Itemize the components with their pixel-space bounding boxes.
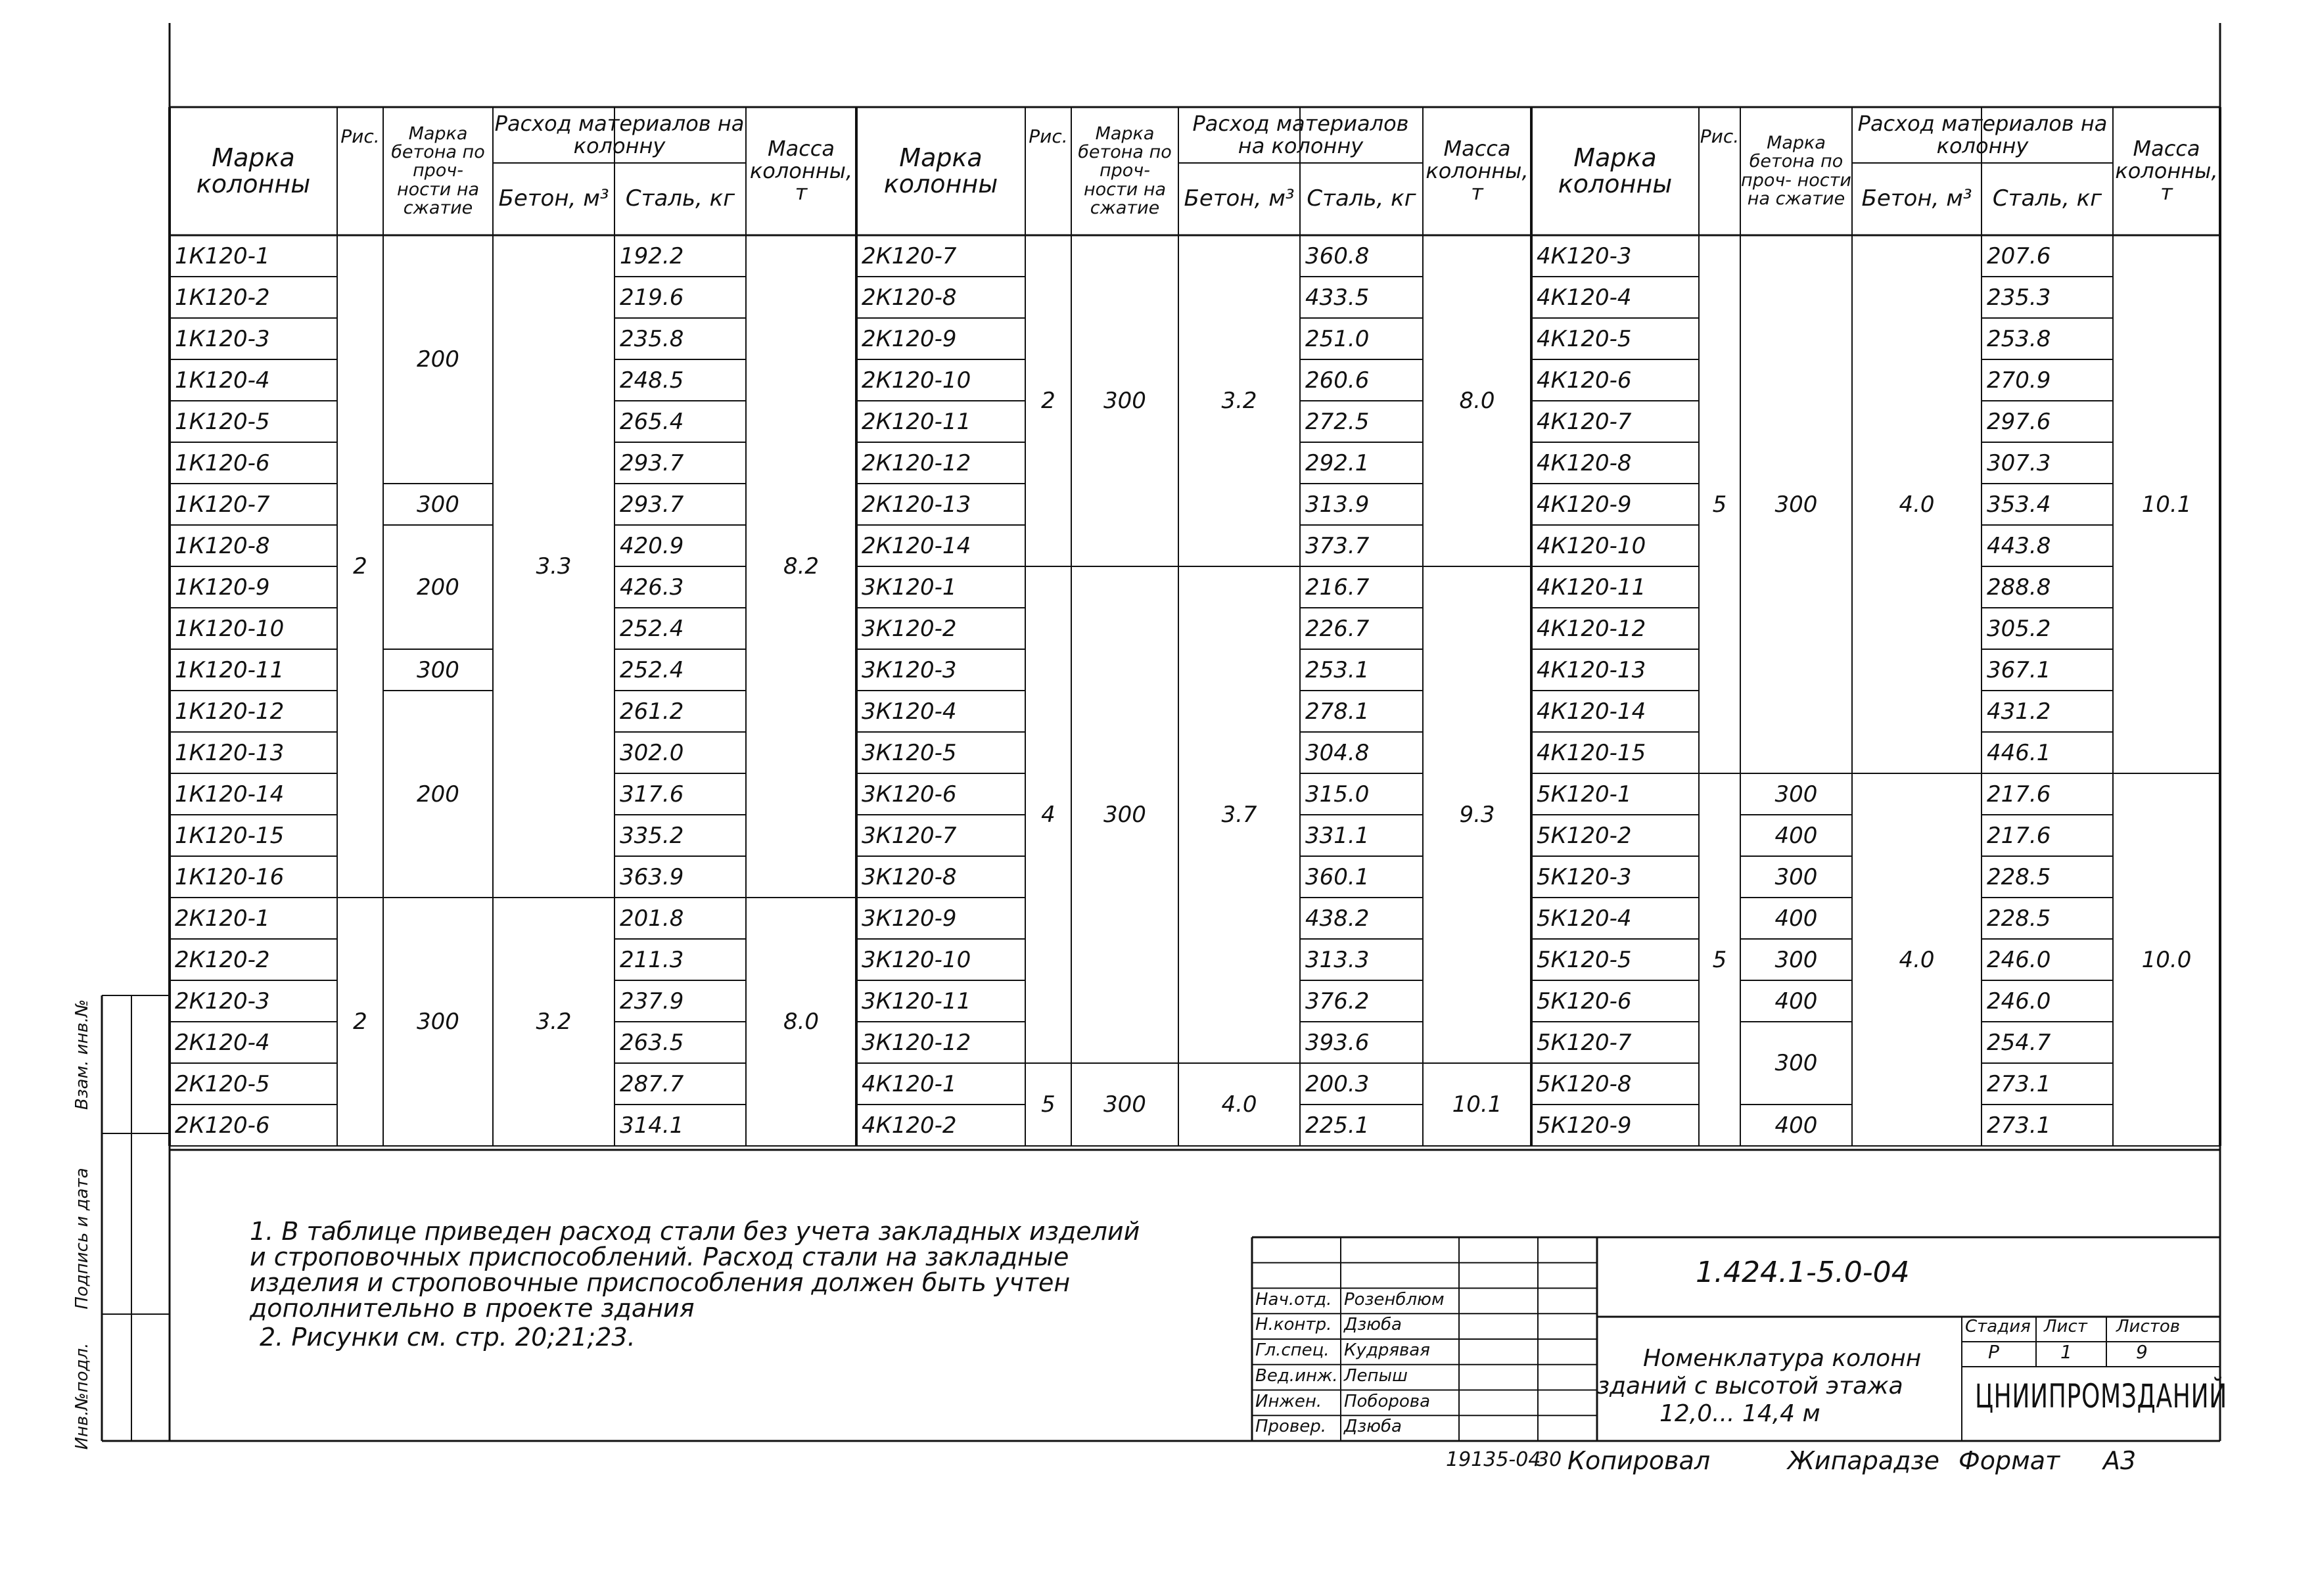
table-3-cell-mark: 5К120-4 <box>1537 905 1632 932</box>
table-1-cell-grade: 300 <box>417 656 459 683</box>
table-1-cell-steel: 314.1 <box>620 1112 684 1139</box>
table-3-cell-mark: 4К120-10 <box>1537 532 1646 559</box>
title-line-3: 12,0... 14,4 м <box>1659 1400 1820 1427</box>
footer-copied-label: Копировал <box>1567 1446 1711 1475</box>
stage-value: Р <box>1988 1341 1999 1363</box>
table-1-cell-grade: 200 <box>417 346 459 373</box>
table-1-cell-mark: 1К120-7 <box>175 491 270 518</box>
table-1-cell-mark: 1К120-11 <box>175 656 285 683</box>
table-2-cell-mark: 3К120-10 <box>862 946 971 973</box>
table-1-cell-steel: 265.4 <box>620 408 684 435</box>
table-1-cell-fig: 2 <box>353 1009 367 1035</box>
table-3-cell-grade: 300 <box>1774 1050 1818 1076</box>
table-3-cell-grade: 300 <box>1774 946 1818 973</box>
table-1-cell-steel: 248.5 <box>620 367 684 394</box>
table-3-header-fig: Рис. <box>1700 125 1740 148</box>
table-3-cell-mark: 4К120-14 <box>1537 698 1646 725</box>
table-3-cell-steel: 217.6 <box>1987 822 2051 849</box>
table-2-cell-concrete: 4.0 <box>1221 1091 1257 1118</box>
table-3-cell-mark: 4К120-8 <box>1537 449 1632 476</box>
signature-role: Вед.инж. <box>1255 1365 1338 1386</box>
table-1-cell-steel: 293.7 <box>620 491 684 518</box>
table-1-cell-mark: 2К120-2 <box>175 946 270 973</box>
organization-name: ЦНИИПРОМЗДАНИЙ <box>1975 1377 2227 1415</box>
note-2: 2. Рисунки см. стр. 20;21;23. <box>260 1323 636 1352</box>
table-3-cell-steel: 446.1 <box>1987 739 2051 766</box>
table-3-cell-mark: 4К120-4 <box>1537 284 1632 311</box>
table-2-cell-steel: 216.7 <box>1305 574 1370 601</box>
signature-role: Провер. <box>1255 1417 1327 1437</box>
table-1-header-mass: Масса колонны, т <box>749 136 853 206</box>
table-2-cell-steel: 260.6 <box>1305 367 1370 394</box>
sheets-value: 9 <box>2136 1341 2148 1363</box>
table-1-cell-mark: 1К120-9 <box>175 574 270 601</box>
table-2-cell-grade: 300 <box>1103 388 1146 414</box>
table-1-cell-mark: 1К120-5 <box>175 408 270 435</box>
table-3-cell-steel: 273.1 <box>1987 1070 2051 1097</box>
table-3-cell-mark: 5К120-3 <box>1537 863 1632 890</box>
sheets-label: Листов <box>2116 1317 2181 1336</box>
table-2-cell-mark: 2К120-8 <box>862 284 957 311</box>
table-1-cell-grade: 200 <box>417 781 459 808</box>
table-2-cell-steel: 315.0 <box>1305 781 1370 808</box>
table-2-cell-steel: 251.0 <box>1305 325 1370 352</box>
table-3-cell-steel: 270.9 <box>1987 367 2051 394</box>
table-1-cell-mark: 2К120-1 <box>175 905 270 932</box>
table-2-cell-steel: 272.5 <box>1305 408 1370 435</box>
table-2-cell-fig: 5 <box>1041 1091 1055 1118</box>
table-1-cell-steel: 211.3 <box>620 946 684 973</box>
table-1-header-materials: Расход материалов на колонну <box>494 110 745 158</box>
table-1-cell-grade: 300 <box>417 1009 459 1035</box>
table-3-cell-steel: 443.8 <box>1987 532 2051 559</box>
table-2-cell-mark: 2К120-12 <box>862 449 971 476</box>
table-1-cell-grade: 200 <box>417 574 459 601</box>
table-3-cell-grade: 400 <box>1774 1112 1818 1139</box>
table-1-cell-steel: 426.3 <box>620 574 684 601</box>
table-1-cell-mark: 1К120-6 <box>175 449 270 476</box>
table-2-header-mass: Масса колонны, т <box>1426 136 1529 206</box>
signature-name: Поборова <box>1344 1391 1431 1411</box>
table-2-header-mark: Марка колонны <box>883 143 998 198</box>
sheet-label: Лист <box>2044 1317 2087 1336</box>
table-1-cell-steel: 363.9 <box>620 863 684 890</box>
table-1-cell-grade: 300 <box>417 491 459 518</box>
note-1-line-4: дополнительно в проекте здания <box>250 1294 695 1323</box>
table-3-cell-steel: 353.4 <box>1987 491 2051 518</box>
table-3-cell-mark: 4К120-13 <box>1537 656 1646 683</box>
table-2-cell-steel: 278.1 <box>1305 698 1370 725</box>
document-code: 1.424.1-5.0-04 <box>1696 1256 1910 1289</box>
table-1-cell-mark: 1К120-2 <box>175 284 270 311</box>
table-3-header-grade: Марка бетона по проч- ности на сжатие <box>1741 132 1851 209</box>
title-line-1: Номенклатура колонн <box>1643 1345 1922 1372</box>
table-1-cell-mass: 8.0 <box>783 1009 820 1035</box>
table-2-cell-steel: 331.1 <box>1305 822 1370 849</box>
footer-format-value: А3 <box>2103 1446 2137 1475</box>
table-2-cell-mark: 3К120-2 <box>862 615 957 642</box>
table-3-cell-mark: 5К120-8 <box>1537 1070 1632 1097</box>
table-1-header-concrete: Бетон, м³ <box>498 185 609 212</box>
table-1-cell-fig: 2 <box>353 553 367 580</box>
table-3-cell-mass: 10.0 <box>2141 946 2192 973</box>
table-3-cell-steel: 254.7 <box>1987 1029 2051 1056</box>
table-1-cell-concrete: 3.2 <box>536 1009 572 1035</box>
table-2-cell-steel: 360.8 <box>1305 242 1370 269</box>
table-1-cell-mark: 1К120-14 <box>175 781 285 808</box>
table-1-cell-concrete: 3.3 <box>536 553 572 580</box>
table-1-cell-steel: 302.0 <box>620 739 684 766</box>
stage-label: Стадия <box>1965 1317 2031 1336</box>
table-3-cell-grade: 400 <box>1774 988 1818 1015</box>
table-3-cell-concrete: 4.0 <box>1899 946 1935 973</box>
table-2-cell-concrete: 3.2 <box>1221 388 1257 414</box>
table-3-cell-steel: 246.0 <box>1987 988 2051 1015</box>
sheet-value: 1 <box>2060 1341 2072 1363</box>
table-2-cell-steel: 313.9 <box>1305 491 1370 518</box>
table-3-cell-steel: 273.1 <box>1987 1112 2051 1139</box>
table-1-cell-mark: 1К120-10 <box>175 615 285 642</box>
table-3-cell-mark: 5К120-2 <box>1537 822 1632 849</box>
side-stamp-vzam: Взам. инв.№ <box>72 999 92 1110</box>
table-3-header-materials: Расход материалов на колонну <box>1857 110 2108 158</box>
table-2-cell-mark: 3К120-3 <box>862 656 957 683</box>
table-3-cell-grade: 300 <box>1774 781 1818 808</box>
title-line-2: зданий с высотой этажа <box>1597 1373 1903 1400</box>
table-3-cell-mark: 4К120-6 <box>1537 367 1632 394</box>
table-1-cell-steel: 252.4 <box>620 656 684 683</box>
table-2-cell-fig: 4 <box>1041 802 1055 828</box>
table-2-cell-steel: 438.2 <box>1305 905 1370 932</box>
table-3-cell-steel: 207.6 <box>1987 242 2051 269</box>
table-3-cell-mark: 4К120-15 <box>1537 739 1646 766</box>
table-2-cell-mark: 3К120-12 <box>862 1029 971 1056</box>
table-2-cell-mark: 3К120-11 <box>862 988 971 1015</box>
footer-copied-by: Жипарадзе <box>1788 1446 1940 1475</box>
table-1-cell-steel: 237.9 <box>620 988 684 1015</box>
table-1-cell-steel: 293.7 <box>620 449 684 476</box>
table-2-cell-mark: 3К120-4 <box>862 698 957 725</box>
table-1-cell-mark: 2К120-3 <box>175 988 270 1015</box>
table-1-cell-steel: 192.2 <box>620 242 684 269</box>
table-3-cell-grade: 400 <box>1774 822 1818 849</box>
table-2-header-steel: Сталь, кг <box>1307 185 1416 212</box>
table-2-header-grade: Марка бетона по проч- ности на сжатие <box>1078 123 1172 219</box>
table-2-cell-steel: 360.1 <box>1305 863 1370 890</box>
table-1-cell-mark: 1К120-8 <box>175 532 270 559</box>
table-2-cell-concrete: 3.7 <box>1221 802 1257 828</box>
table-3-cell-steel: 305.2 <box>1987 615 2051 642</box>
table-3-cell-steel: 431.2 <box>1987 698 2051 725</box>
table-1-cell-mark: 1К120-3 <box>175 325 270 352</box>
table-2-cell-steel: 225.1 <box>1305 1112 1370 1139</box>
signature-name: Кудрявая <box>1344 1340 1430 1360</box>
table-3-cell-mark: 5К120-7 <box>1537 1029 1632 1056</box>
table-2-cell-mass: 10.1 <box>1452 1091 1502 1118</box>
table-3-cell-steel: 253.8 <box>1987 325 2051 352</box>
table-2-cell-mark: 3К120-5 <box>862 739 957 766</box>
table-3-cell-mark: 5К120-1 <box>1537 781 1632 808</box>
table-3-header-steel: Сталь, кг <box>1992 185 2102 212</box>
table-2-cell-grade: 300 <box>1103 802 1146 828</box>
table-2-cell-steel: 200.3 <box>1305 1070 1370 1097</box>
table-2-cell-mass: 9.3 <box>1459 802 1495 828</box>
table-3-cell-grade: 300 <box>1774 863 1818 890</box>
table-3-cell-steel: 235.3 <box>1987 284 2051 311</box>
table-2-cell-mark: 3К120-6 <box>862 781 957 808</box>
signature-role: Нач.отд. <box>1255 1289 1332 1310</box>
table-1-cell-steel: 235.8 <box>620 325 684 352</box>
table-3-cell-steel: 367.1 <box>1987 656 2051 683</box>
table-3-cell-mark: 4К120-11 <box>1537 574 1646 601</box>
table-3-cell-steel: 297.6 <box>1987 408 2051 435</box>
table-1-header-grade: Марка бетона по проч- ности на сжатие <box>391 123 485 219</box>
table-1-cell-mark: 1К120-13 <box>175 739 285 766</box>
table-3-cell-mass: 10.1 <box>2141 491 2192 518</box>
table-3-cell-mark: 4К120-12 <box>1537 615 1646 642</box>
table-1-cell-steel: 317.6 <box>620 781 684 808</box>
signature-role: Гл.спец. <box>1255 1340 1330 1360</box>
table-1-cell-mark: 2К120-4 <box>175 1029 270 1056</box>
table-2-cell-steel: 433.5 <box>1305 284 1370 311</box>
signature-role: Инжен. <box>1255 1391 1322 1411</box>
table-2-cell-steel: 253.1 <box>1305 656 1370 683</box>
table-2-cell-steel: 292.1 <box>1305 449 1370 476</box>
side-stamp-inv-podl: Инв.№подл. <box>72 1342 92 1450</box>
table-3-cell-mark: 5К120-6 <box>1537 988 1632 1015</box>
table-3-cell-mark: 4К120-9 <box>1537 491 1632 518</box>
table-3-cell-fig: 5 <box>1712 946 1727 973</box>
footer-format-label: Формат <box>1959 1446 2060 1475</box>
footer-page: 30 <box>1537 1448 1562 1471</box>
table-3-header-mass: Масса колонны, т <box>2115 136 2218 206</box>
signature-name: Розенблюм <box>1344 1289 1445 1310</box>
table-2-cell-mark: 3К120-7 <box>862 822 957 849</box>
table-1-cell-mark: 1К120-4 <box>175 367 270 394</box>
signature-name: Дзюба <box>1344 1417 1402 1437</box>
table-1-cell-mark: 2К120-6 <box>175 1112 270 1139</box>
table-2-cell-steel: 304.8 <box>1305 739 1370 766</box>
table-1-cell-mark: 1К120-15 <box>175 822 285 849</box>
table-3-cell-mark: 4К120-3 <box>1537 242 1632 269</box>
table-3-cell-steel: 307.3 <box>1987 449 2051 476</box>
table-3-header-mark: Марка колонны <box>1558 143 1673 198</box>
signature-name: Лепыш <box>1344 1365 1408 1386</box>
table-1-header-steel: Сталь, кг <box>625 185 735 212</box>
table-3-cell-fig: 5 <box>1712 491 1727 518</box>
table-1-cell-steel: 287.7 <box>620 1070 684 1097</box>
table-3-cell-steel: 217.6 <box>1987 781 2051 808</box>
table-2-header-fig: Рис. <box>1029 125 1068 148</box>
table-3-cell-steel: 228.5 <box>1987 863 2051 890</box>
table-2-cell-mark: 2К120-10 <box>862 367 971 394</box>
table-2-cell-mark: 3К120-1 <box>862 574 957 601</box>
table-1-cell-mark: 2К120-5 <box>175 1070 270 1097</box>
table-3-cell-mark: 4К120-5 <box>1537 325 1632 352</box>
table-1-cell-steel: 201.8 <box>620 905 684 932</box>
table-1-cell-steel: 263.5 <box>620 1029 684 1056</box>
table-1-cell-mark: 1К120-16 <box>175 863 285 890</box>
table-2-cell-steel: 376.2 <box>1305 988 1370 1015</box>
table-1-header-mark: Марка колонны <box>196 143 311 198</box>
note-1-line-1: 1. В таблице приведен расход стали без учета закладных изделий <box>250 1217 1140 1246</box>
table-3-cell-steel: 288.8 <box>1987 574 2051 601</box>
footer-number: 19135-04 <box>1446 1448 1541 1471</box>
note-1-line-2: и строповочных приспособлений. Расход стали на закладные <box>250 1243 1069 1271</box>
note-1-line-3: изделия и строповочные приспособления должен быть учтен <box>250 1268 1071 1297</box>
table-1-cell-steel: 219.6 <box>620 284 684 311</box>
table-2-cell-mark: 2К120-11 <box>862 408 971 435</box>
table-2-cell-steel: 226.7 <box>1305 615 1370 642</box>
table-1-header-fig: Рис. <box>340 125 380 148</box>
table-2-cell-mark: 2К120-7 <box>862 242 957 269</box>
table-2-cell-steel: 373.7 <box>1305 532 1370 559</box>
table-2-cell-mark: 2К120-14 <box>862 532 971 559</box>
table-2-cell-steel: 313.3 <box>1305 946 1370 973</box>
table-1-cell-steel: 252.4 <box>620 615 684 642</box>
table-3-cell-grade: 400 <box>1774 905 1818 932</box>
table-1-cell-steel: 261.2 <box>620 698 684 725</box>
table-1-cell-mass: 8.2 <box>783 553 820 580</box>
table-1-cell-mark: 1К120-1 <box>175 242 270 269</box>
table-3-cell-mark: 5К120-5 <box>1537 946 1632 973</box>
signature-role: Н.контр. <box>1255 1315 1332 1335</box>
table-2-header-materials: Расход материалов на колонну <box>1192 110 1409 158</box>
table-2-cell-mark: 4К120-2 <box>862 1112 957 1139</box>
table-3-cell-steel: 228.5 <box>1987 905 2051 932</box>
table-3-cell-steel: 246.0 <box>1987 946 2051 973</box>
table-2-cell-mark: 2К120-9 <box>862 325 957 352</box>
table-2-cell-steel: 393.6 <box>1305 1029 1370 1056</box>
table-2-cell-mark: 3К120-9 <box>862 905 957 932</box>
table-1-cell-steel: 335.2 <box>620 822 684 849</box>
table-2-cell-grade: 300 <box>1103 1091 1146 1118</box>
table-2-cell-mark: 3К120-8 <box>862 863 957 890</box>
table-2-header-concrete: Бетон, м³ <box>1184 185 1295 212</box>
table-3-cell-grade: 300 <box>1774 491 1818 518</box>
table-3-header-concrete: Бетон, м³ <box>1861 185 1972 212</box>
table-2-cell-mark: 4К120-1 <box>862 1070 957 1097</box>
table-2-cell-mark: 2К120-13 <box>862 491 971 518</box>
table-3-cell-mark: 5К120-9 <box>1537 1112 1632 1139</box>
table-2-cell-fig: 2 <box>1041 388 1055 414</box>
table-3-cell-concrete: 4.0 <box>1899 491 1935 518</box>
table-2-cell-mass: 8.0 <box>1459 388 1495 414</box>
table-3-cell-mark: 4К120-7 <box>1537 408 1632 435</box>
signature-name: Дзюба <box>1344 1315 1402 1335</box>
table-1-cell-steel: 420.9 <box>620 532 684 559</box>
side-stamp-podpis: Подпись и дата <box>72 1168 92 1310</box>
table-1-cell-mark: 1К120-12 <box>175 698 285 725</box>
